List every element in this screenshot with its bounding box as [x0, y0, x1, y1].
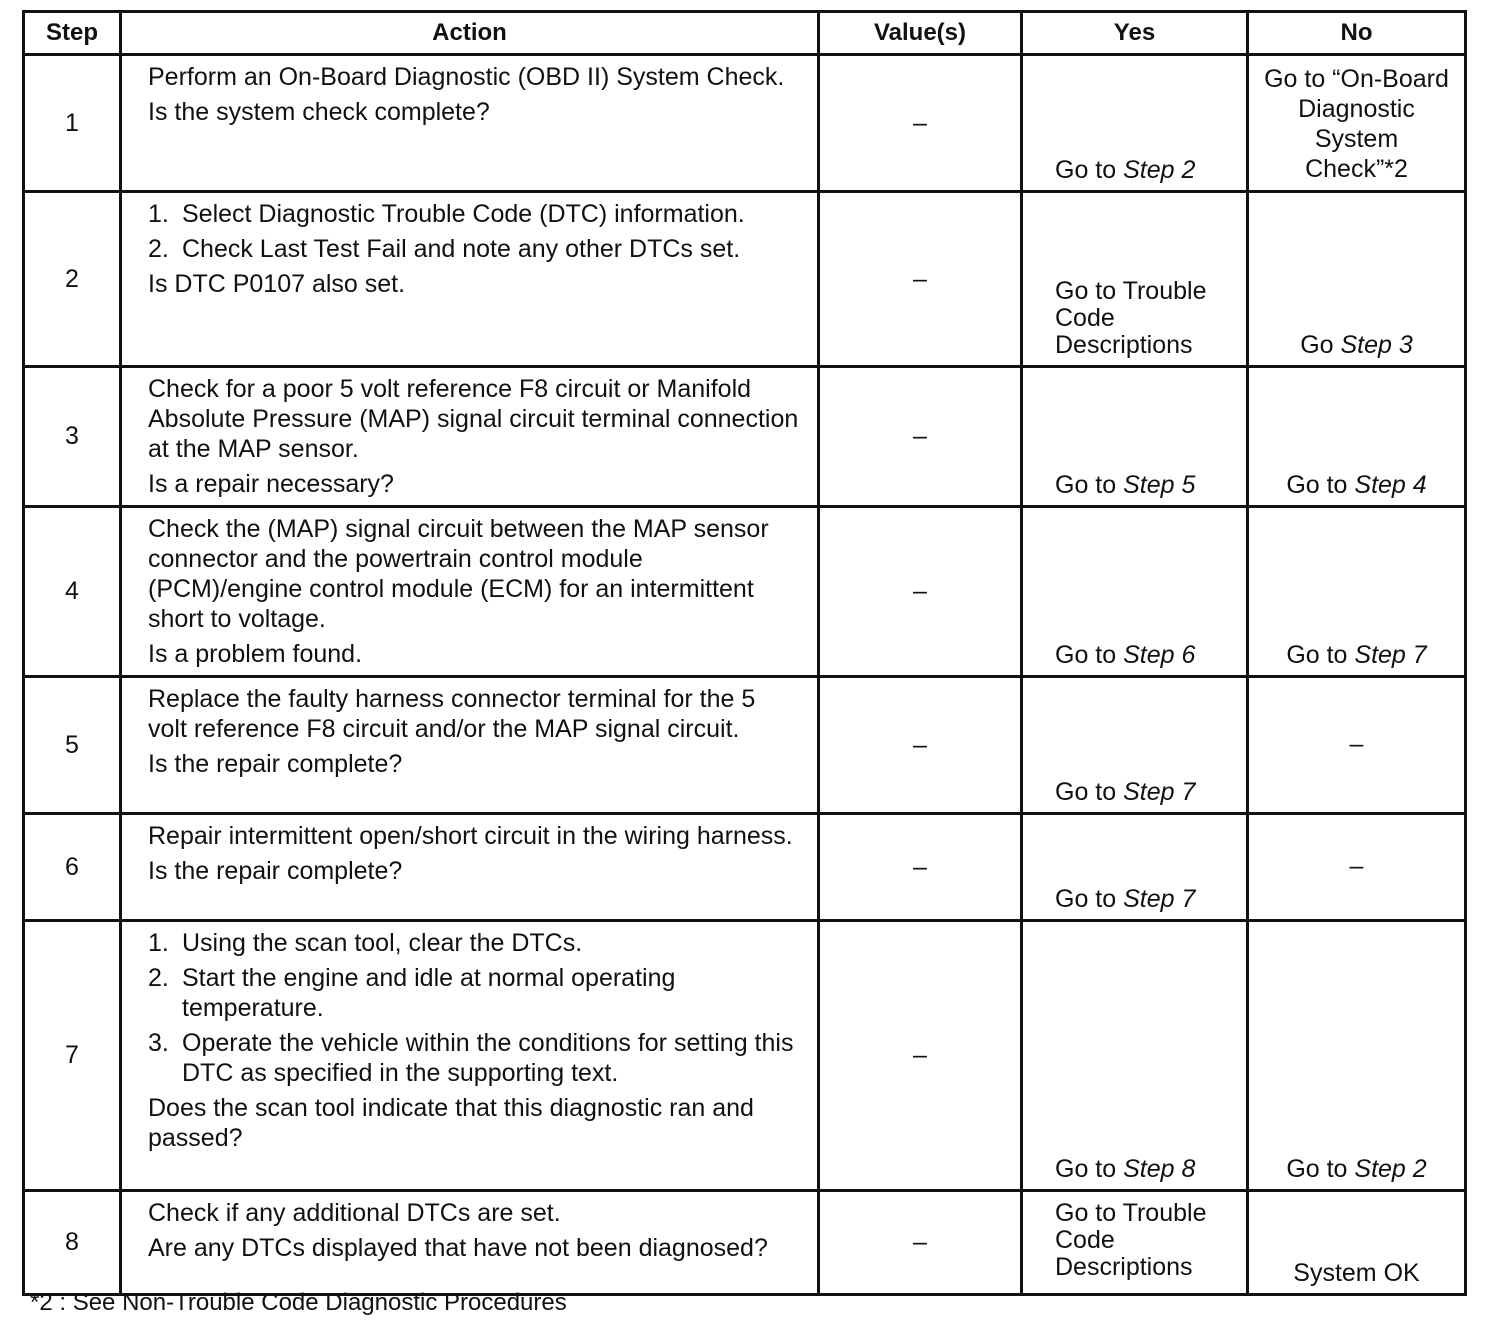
no-prefix: Go	[1300, 331, 1341, 359]
item-number: 2.	[148, 235, 169, 263]
no-cell: Go to “On-Board Diagnostic System Check”*2	[1248, 55, 1466, 192]
item-text: Select Diagnostic Trouble Code (DTC) information.	[182, 200, 745, 228]
yes-prefix: Go to	[1055, 778, 1124, 806]
no-cell: –	[1248, 814, 1466, 921]
no-cell	[1248, 507, 1466, 677]
action-list	[148, 199, 799, 264]
item-text: Using the scan tool, clear the DTCs.	[182, 929, 583, 957]
header-yes: Yes	[1022, 12, 1248, 55]
item-text: Operate the vehicle within the conditions for setting this DTC as specified in the supporting text.	[182, 1029, 794, 1087]
no-step-link: Step 4	[1354, 471, 1427, 499]
item-number: 1.	[148, 200, 169, 228]
no-step-link: Step 2	[1354, 1155, 1427, 1183]
yes-prefix: Go to	[1055, 1155, 1124, 1183]
no-cell	[1248, 921, 1466, 1191]
table-row	[24, 1191, 1466, 1295]
action-cell	[121, 814, 819, 921]
value-cell: –	[819, 814, 1022, 921]
item-number: 1.	[148, 929, 169, 957]
step-number: 3	[24, 367, 121, 507]
action-list-item	[148, 1028, 799, 1088]
yes-step-link: Step 5	[1123, 471, 1196, 499]
action-list-item	[148, 234, 799, 264]
action-cell	[121, 507, 819, 677]
item-number: 3.	[148, 1029, 169, 1057]
action-text: Replace the faulty harness connector terminal for the 5 volt reference F8 circuit and/or the MAP signal circuit.	[148, 685, 756, 743]
action-text: Repair intermittent open/short circuit in the wiring harness.	[148, 822, 793, 850]
yes-cell: Go to Trouble Code Descriptions	[1022, 1191, 1248, 1295]
yes-cell	[1022, 507, 1248, 677]
yes-step-link: Step 8	[1123, 1155, 1196, 1183]
action-cell	[121, 367, 819, 507]
yes-cell	[1022, 921, 1248, 1191]
action-list	[148, 928, 799, 1088]
yes-cell	[1022, 814, 1248, 921]
header-row	[24, 12, 1466, 55]
header-values: Value(s)	[819, 12, 1022, 55]
action-text: Check for a poor 5 volt reference F8 circuit or Manifold Absolute Pressure (MAP) signal circuit terminal connection at the MAP sensor.	[148, 375, 799, 463]
action-text: Perform an On-Board Diagnostic (OBD II) System Check.	[148, 63, 785, 91]
table-row	[24, 814, 1466, 921]
action-question: Is the repair complete?	[148, 750, 403, 778]
header-action: Action	[121, 12, 819, 55]
action-text: Check the (MAP) signal circuit between the MAP sensor connector and the powertrain control module (PCM)/engine control module (ECM) for an intermittent short to voltage.	[148, 515, 769, 633]
yes-step-link: Step 7	[1123, 778, 1196, 806]
yes-cell	[1022, 55, 1248, 192]
value-cell: –	[819, 677, 1022, 814]
value-cell: –	[819, 921, 1022, 1191]
action-cell	[121, 677, 819, 814]
action-cell	[121, 192, 819, 367]
yes-step-link: Step 2	[1123, 156, 1196, 184]
action-cell	[121, 921, 819, 1191]
step-number: 5	[24, 677, 121, 814]
no-cell: –	[1248, 677, 1466, 814]
action-list-item	[148, 928, 799, 958]
yes-prefix: Go to	[1055, 641, 1124, 669]
table-row	[24, 921, 1466, 1191]
value-cell: –	[819, 192, 1022, 367]
yes-cell	[1022, 367, 1248, 507]
no-step-link: Step 3	[1340, 331, 1413, 359]
step-number: 6	[24, 814, 121, 921]
action-text: Check if any additional DTCs are set.	[148, 1199, 561, 1227]
step-number: 4	[24, 507, 121, 677]
table-row	[24, 55, 1466, 192]
yes-cell	[1022, 677, 1248, 814]
table-row	[24, 507, 1466, 677]
action-question: Is the repair complete?	[148, 857, 403, 885]
step-number: 8	[24, 1191, 121, 1295]
action-question: Is a problem found.	[148, 640, 363, 668]
no-step-link: Step 7	[1354, 641, 1427, 669]
value-cell: –	[819, 367, 1022, 507]
action-question: Is DTC P0107 also set.	[148, 270, 406, 298]
step-number: 1	[24, 55, 121, 192]
item-text: Check Last Test Fail and note any other DTCs set.	[182, 235, 741, 263]
table-row	[24, 192, 1466, 367]
action-cell	[121, 55, 819, 192]
yes-step-link: Step 7	[1123, 885, 1196, 913]
header-step: Step	[24, 12, 121, 55]
action-list-item	[148, 963, 799, 1023]
value-cell: –	[819, 507, 1022, 677]
value-cell: –	[819, 55, 1022, 192]
footnote: *2 : See Non-Trouble Code Diagnostic Procedures	[30, 1289, 567, 1316]
no-cell	[1248, 192, 1466, 367]
table-row	[24, 367, 1466, 507]
yes-prefix: Go to	[1055, 885, 1124, 913]
action-cell	[121, 1191, 819, 1295]
step-number: 7	[24, 921, 121, 1191]
no-cell: System OK	[1248, 1191, 1466, 1295]
item-number: 2.	[148, 964, 169, 992]
action-list-item	[148, 199, 799, 229]
action-question: Is the system check complete?	[148, 98, 490, 126]
header-no: No	[1248, 12, 1466, 55]
value-cell: –	[819, 1191, 1022, 1295]
action-question: Is a repair necessary?	[148, 470, 394, 498]
yes-prefix: Go to	[1055, 156, 1124, 184]
item-text: Start the engine and idle at normal operating temperature.	[182, 964, 676, 1022]
action-question: Are any DTCs displayed that have not been diagnosed?	[148, 1234, 768, 1262]
action-question: Does the scan tool indicate that this diagnostic ran and passed?	[148, 1094, 754, 1152]
no-cell	[1248, 367, 1466, 507]
yes-step-link: Step 6	[1123, 641, 1196, 669]
table-row	[24, 677, 1466, 814]
yes-cell: Go to Trouble Code Descriptions	[1022, 192, 1248, 367]
step-number: 2	[24, 192, 121, 367]
no-prefix: Go to	[1286, 641, 1355, 669]
no-prefix: Go to	[1286, 471, 1355, 499]
yes-prefix: Go to	[1055, 471, 1124, 499]
diagnostic-table	[22, 10, 1467, 1296]
no-prefix: Go to	[1286, 1155, 1355, 1183]
